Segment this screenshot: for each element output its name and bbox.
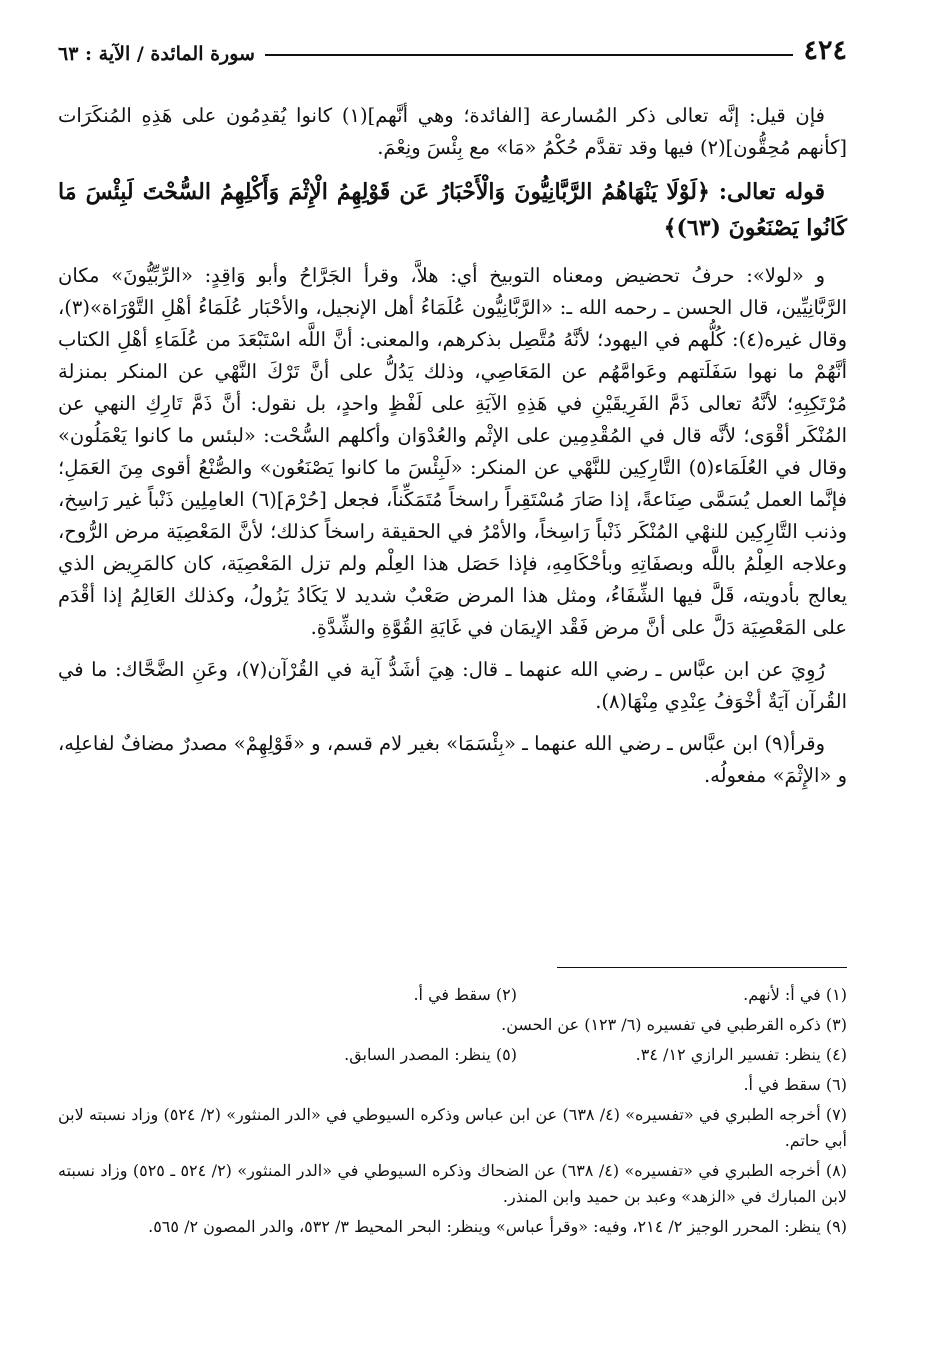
page-header bbox=[58, 30, 847, 64]
footnote: (٧) أخرجه الطبري في «تفسيره» (٤/ ٦٣٨) عن ابن عباس وذكره السيوطي في «الدر المنثور» (٢/ ٥٢٤) وزاد نسبته لابن أبي حاتم. bbox=[58, 1105, 847, 1150]
footnote: (٥) ينظر: المصدر السابق. bbox=[344, 1045, 517, 1064]
footnote: (٤) ينظر: تفسير الرازي ١٢/ ٣٤. bbox=[635, 1045, 847, 1064]
footnote: (١) في أ: لأنهم. bbox=[743, 985, 847, 1004]
page-number: ٤٢٤ bbox=[803, 35, 847, 66]
paragraph: رُوِيَ عن ابن عبَّاس ـ رضي الله عنهما ـ قال: هِيَ أشَدُّ آية في القُرْآن(٧)، وعَنِ الضَّحَّاك: ما في القُرآن آيَةٌ أخْوَفُ عِنْدِي مِنْهَا(٨). bbox=[58, 658, 847, 713]
surah-reference: سورة المائدة / الآية : ٦٣ bbox=[58, 43, 255, 65]
footnotes bbox=[58, 982, 847, 1244]
footnote: (٨) أخرجه الطبري في «تفسيره» (٤/ ٦٣٨) عن الضحاك وذكره السيوطي في «الدر المنثور» (٢/ ٥٢٤ ـ ٥٢٥) وزاد نسبته لابن المبارك في «الزهد» وعبد بن حميد وابن المنذر. bbox=[58, 1161, 847, 1206]
footnote: (٦) سقط في أ. bbox=[743, 1075, 847, 1094]
paragraph: وقرأ(٩) ابن عبَّاس ـ رضي الله عنهما ـ «بِئْسَمَا» بغير لام قسم، و «قَوْلِهِمْ» مصدرٌ مضافٌ لفاعلِه، و «الإِثْمَ» مفعولُه. bbox=[58, 732, 847, 787]
footnote-row bbox=[58, 982, 847, 1008]
quran-verse: قوله تعالى: ﴿لَوْلَا يَنْهَاهُمُ الرَّبَّانِيُّونَ وَالْأَحْبَارُ عَن قَوْلِهِمُ الْإِثْمَ وَأَكْلِهِمُ السُّحْتَ لَبِئْسَ مَا كَانُوا يَصْنَعُونَ (٦٣)﴾ bbox=[58, 179, 847, 241]
header-rule bbox=[265, 54, 794, 56]
footnote: (٢) سقط في أ. bbox=[413, 985, 517, 1004]
paragraph: فإن قيل: إنَّه تعالى ذكر المُسارعة [الفائدة؛ وهي أنَّهم](١) كانوا يُقدِمُون على هَذِهِ المُنكَرَات [كأنهم مُحِقُّون](٢) فيها وقد تقدَّم حُكْمُ «مَا» مع بِئْسَ ونِعْمَ. bbox=[58, 104, 847, 159]
main-text bbox=[58, 100, 847, 802]
footnote: (٣) ذكره القرطبي في تفسيره (٦/ ١٢٣) عن الحسن. bbox=[501, 1015, 847, 1034]
footnote-row bbox=[58, 1042, 847, 1068]
paragraph: و «لولا»: حرفُ تحضيض ومعناه التوبيخ أي: هلاَّ، وقرأ الجَرَّاحُ وأبو وَاقِدٍ: «الرِّبِّيُّونَ» مكان الرَّبَّانِيِّين، قال الحسن ـ رحمه الله ـ: «الرَّبَّانِيُّون عُلَمَاءُ أهل الإنجيل، والأحْبَار عُلَمَاءُ أهْلِ التَّوْرَاة»(٣)، وقال غيره(٤): كُلُّهم في اليهود؛ لأنَّهُ مُتَّصِل بذكرهم، والمعنى: أنَّ اللَّه اسْتَبْعَدَ من عُلَمَاءِ أهْلِ الكتاب أنَّهُمْ ما نهوا سَفَلَتهم وعَوامَّهُم عن المَعَاصِي، وذلك يَدُلُّ على أنَّ تَرْكَ النَّهْي عن المنكر بمنزلة مُرْتَكِبِهِ؛ لأنَّهُ تعالى ذَمَّ الفَرِيقَيْنِ في هَذِهِ الآيَةِ على لَفْظٍ واحدٍ، بل نقول: أنَّ ذَمَّ تَارِكِ النهي عن المُنْكَر أقْوَى؛ لأنَّه قال في المُقْدِمِين على الإثْم والعُدْوَان وأكلهم السُّحْت: «لبئس ما كانوا يَعْمَلُون» وقال في العُلَمَاء(٥) التَّارِكِين للنَّهْي عن المنكر: «لَبِئْسَ ما كانوا يَصْنَعُون» والصُّنْعُ أقوى مِنَ العَمَلِ؛ فإنَّما العمل يُسَمَّى صِنَاعةً، إذا صَارَ مُسْتَقِراً راسخاً مُتَمَكِّناً، فجعل [حُرْمَ](٦) العامِلِين ذَنْباً غير رَاسِخ، وذنب التَّارِكِين للنهْي المُنْكَر ذَنْباً رَاسِخاً، والأمْرُ في الحقيقة راسخاً كذلك؛ لأنَّ المَعْصِيَة مرض الرُّوح، وعلاجه العِلْمُ باللَّه وبصفَاتِهِ وبأحْكَامِهِ، فإذا حَصَل هذا العِلْم ولم تزل المَعْصِيَة، كان كالمَرِيض الذي يعالج بأدويته، قَلَّ فيها الشِّفَاءُ، ومثل هذا المرض صَعْبٌ شديد لا يَكَادُ يَزُولُ، وكذلك العَالِمُ إذا أقْدَم على المَعْصِيَة دَلَّ على أنَّ مرض فَقْد الإيمَان في غَايَةِ القُوَّةِ والشِّدَّةِ. bbox=[58, 264, 847, 639]
footnote-separator bbox=[557, 967, 847, 968]
footnote: (٩) ينظر: المحرر الوجيز ٢/ ٢١٤، وفيه: «وقرأ عباس» وينظر: البحر المحيط ٣/ ٥٣٢، والدر المصون ٢/ ٥٦٥. bbox=[148, 1217, 847, 1236]
